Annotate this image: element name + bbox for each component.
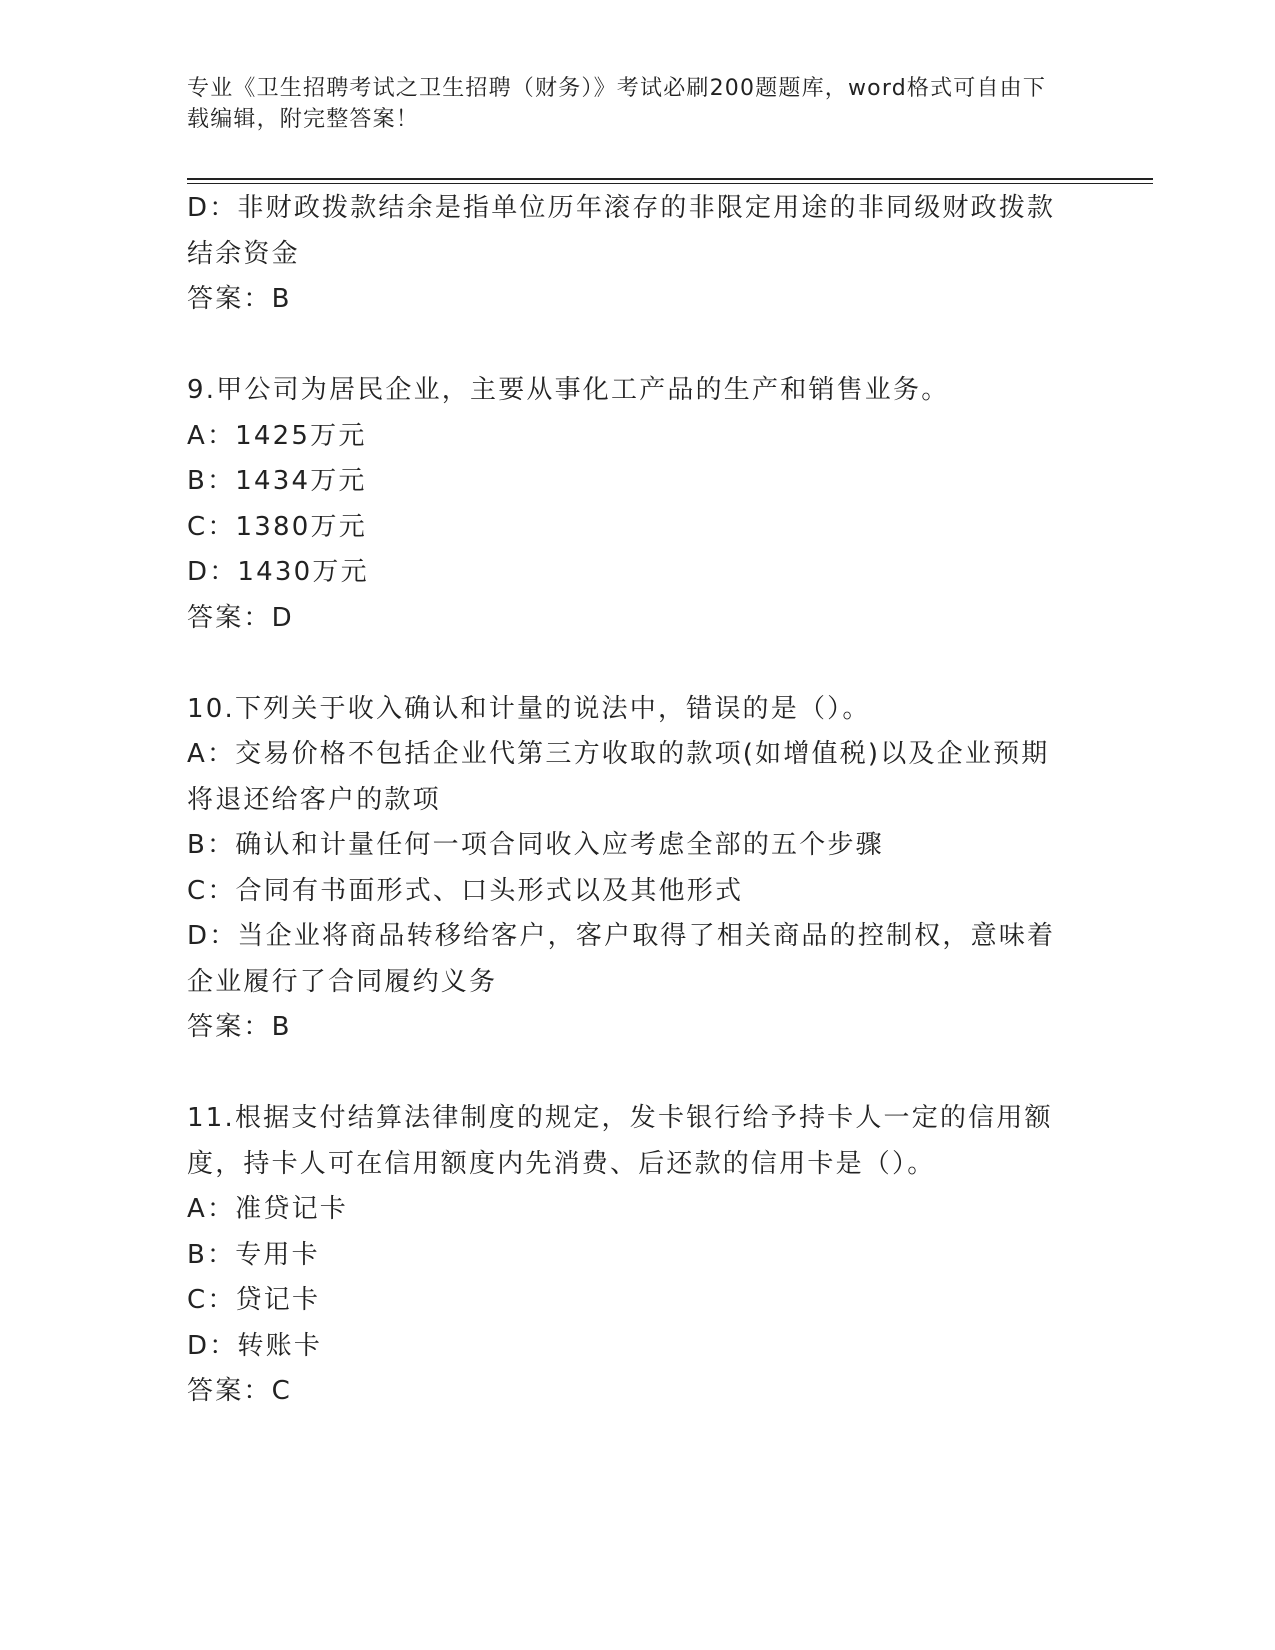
option-d: D：当企业将商品转移给客户，客户取得了相关商品的控制权，意味着企业履行了合同履约义务 <box>187 921 1056 997</box>
question-block <box>187 368 1077 641</box>
option-d: D：转账卡 <box>187 1330 323 1361</box>
question-text: 11.根据支付结算法律制度的规定，发卡银行给予持卡人一定的信用额度，持卡人可在信用额度内先消费、后还款的信用卡是（）。 <box>187 1103 1053 1179</box>
option-a: A：准贷记卡 <box>187 1194 348 1224</box>
option-c: C：贷记卡 <box>187 1285 321 1315</box>
answer-line: 答案：C <box>187 1376 292 1406</box>
question-block <box>187 186 1077 323</box>
option-b: B：专用卡 <box>187 1239 320 1270</box>
question-text: 9.甲公司为居民企业，主要从事化工产品的生产和销售业务。 <box>187 375 950 405</box>
answer-line: 答案：B <box>187 284 292 314</box>
header-divider-thin <box>187 183 1153 184</box>
option-b: B：1434万元 <box>187 466 367 496</box>
question-text: 10.下列关于收入确认和计量的说法中，错误的是（）。 <box>187 693 871 724</box>
option-d: D：1430万元 <box>187 557 369 587</box>
option-b: B：确认和计量任何一项合同收入应考虑全部的五个步骤 <box>187 830 884 860</box>
block-spacer <box>187 323 1077 369</box>
document-header <box>187 73 1067 135</box>
option-a: A：交易价格不包括企业代第三方收取的款项(如增值税)以及企业预期将退还给客户的款项 <box>187 739 1050 815</box>
option-c: C：1380万元 <box>187 511 367 542</box>
option-c: C：合同有书面形式、口头形式以及其他形式 <box>187 875 744 906</box>
question-list <box>187 186 1077 1415</box>
question-block <box>187 1096 1077 1415</box>
option-a: A：1425万元 <box>187 420 367 451</box>
answer-line: 答案：D <box>187 602 294 633</box>
option-d: D：非财政拨款结余是指单位历年滚存的非限定用途的非同级财政拨款结余资金 <box>187 193 1056 269</box>
header-text: 专业《卫生招聘考试之卫生招聘（财务）》考试必刷200题题库，word格式可自由下载编辑，附完整答案！ <box>187 76 1047 132</box>
question-block <box>187 687 1077 1051</box>
block-spacer <box>187 641 1077 687</box>
header-divider-thick <box>187 178 1153 180</box>
block-spacer <box>187 1051 1077 1097</box>
answer-line: 答案：B <box>187 1012 292 1042</box>
